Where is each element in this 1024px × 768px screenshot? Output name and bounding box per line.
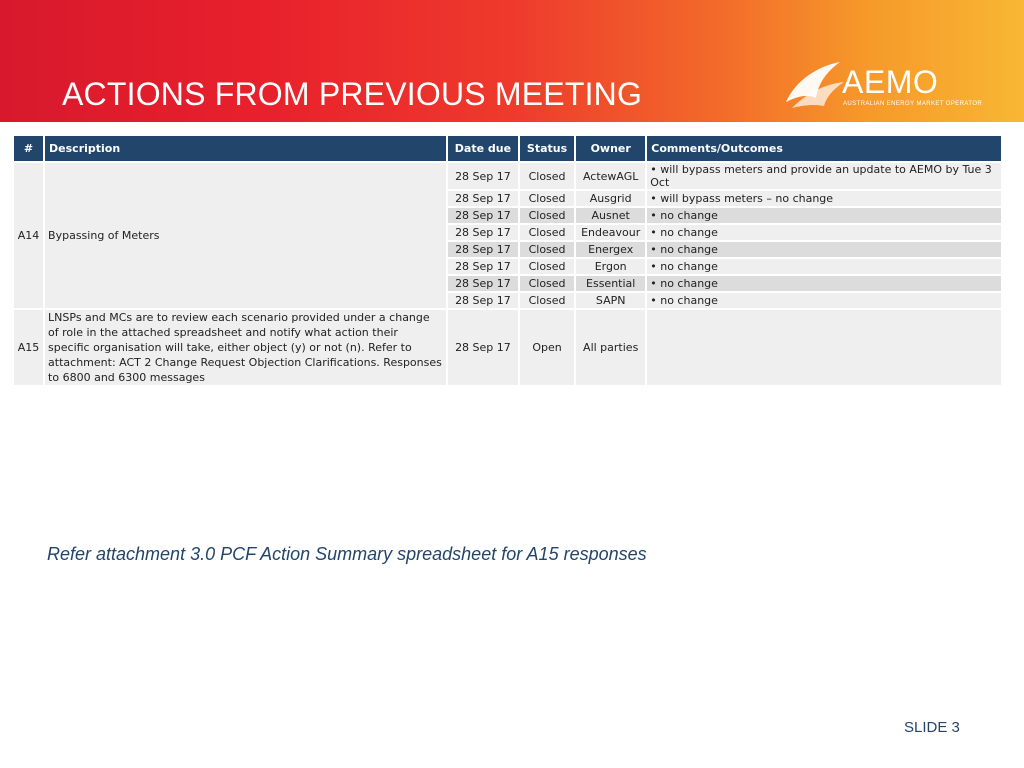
column-header-date-due: Date due	[448, 136, 518, 161]
status: Closed	[520, 293, 574, 308]
status: Closed	[520, 259, 574, 274]
date-due: 28 Sep 17	[448, 225, 518, 240]
status: Closed	[520, 225, 574, 240]
slide-number: SLIDE 3	[904, 719, 960, 736]
page-title: ACTIONS FROM PREVIOUS MEETING	[62, 76, 643, 112]
aemo-logo-subtext: AUSTRALIAN ENERGY MARKET OPERATOR	[843, 101, 983, 107]
action-description-a14: Bypassing of Meters	[45, 163, 446, 308]
comment: • no change	[647, 208, 1001, 223]
owner: SAPN	[576, 293, 645, 308]
comment: • no change	[647, 259, 1001, 274]
status: Closed	[520, 208, 574, 223]
owner: Energex	[576, 242, 645, 257]
refer-attachment-note: Refer attachment 3.0 PCF Action Summary spreadsheet for A15 responses	[47, 544, 647, 564]
column-header-status: Status	[520, 136, 574, 161]
column-header-number: #	[14, 136, 43, 161]
date-due: 28 Sep 17	[448, 310, 518, 385]
owner: Ausnet	[576, 208, 645, 223]
action-description-a15: LNSPs and MCs are to review each scenario provided under a change of role in the attached spreadsheet and notify what action their specific organisation will take, either object (y) or not (n). Refer to attachment: ACT 2 Change Request Objection Clarifications. Responses to 6800 and 6300 messages	[45, 310, 446, 385]
actions-table	[12, 134, 1003, 387]
date-due: 28 Sep 17	[448, 242, 518, 257]
status: Closed	[520, 276, 574, 291]
status: Closed	[520, 163, 574, 189]
date-due: 28 Sep 17	[448, 259, 518, 274]
comment: • will bypass meters – no change	[647, 191, 1001, 206]
status: Closed	[520, 191, 574, 206]
action-id-a15: A15	[14, 310, 43, 385]
status: Open	[520, 310, 574, 385]
owner: Endeavour	[576, 225, 645, 240]
comment: • no change	[647, 242, 1001, 257]
comment	[647, 310, 1001, 385]
table-row	[14, 163, 1001, 189]
date-due: 28 Sep 17	[448, 293, 518, 308]
column-header-owner: Owner	[576, 136, 645, 161]
table-row	[14, 310, 1001, 385]
comment: • no change	[647, 293, 1001, 308]
column-header-description: Description	[45, 136, 446, 161]
table-header-row	[14, 136, 1001, 161]
date-due: 28 Sep 17	[448, 191, 518, 206]
date-due: 28 Sep 17	[448, 163, 518, 189]
action-id-a14: A14	[14, 163, 43, 308]
owner: Essential	[576, 276, 645, 291]
comment: • will bypass meters and provide an update to AEMO by Tue 3 Oct	[647, 163, 1001, 189]
aemo-logo-text: AEMO	[842, 64, 939, 100]
owner: Ergon	[576, 259, 645, 274]
comment: • no change	[647, 225, 1001, 240]
owner: ActewAGL	[576, 163, 645, 189]
status: Closed	[520, 242, 574, 257]
comment: • no change	[647, 276, 1001, 291]
owner: Ausgrid	[576, 191, 645, 206]
owner: All parties	[576, 310, 645, 385]
date-due: 28 Sep 17	[448, 276, 518, 291]
date-due: 28 Sep 17	[448, 208, 518, 223]
column-header-comments: Comments/Outcomes	[647, 136, 1001, 161]
